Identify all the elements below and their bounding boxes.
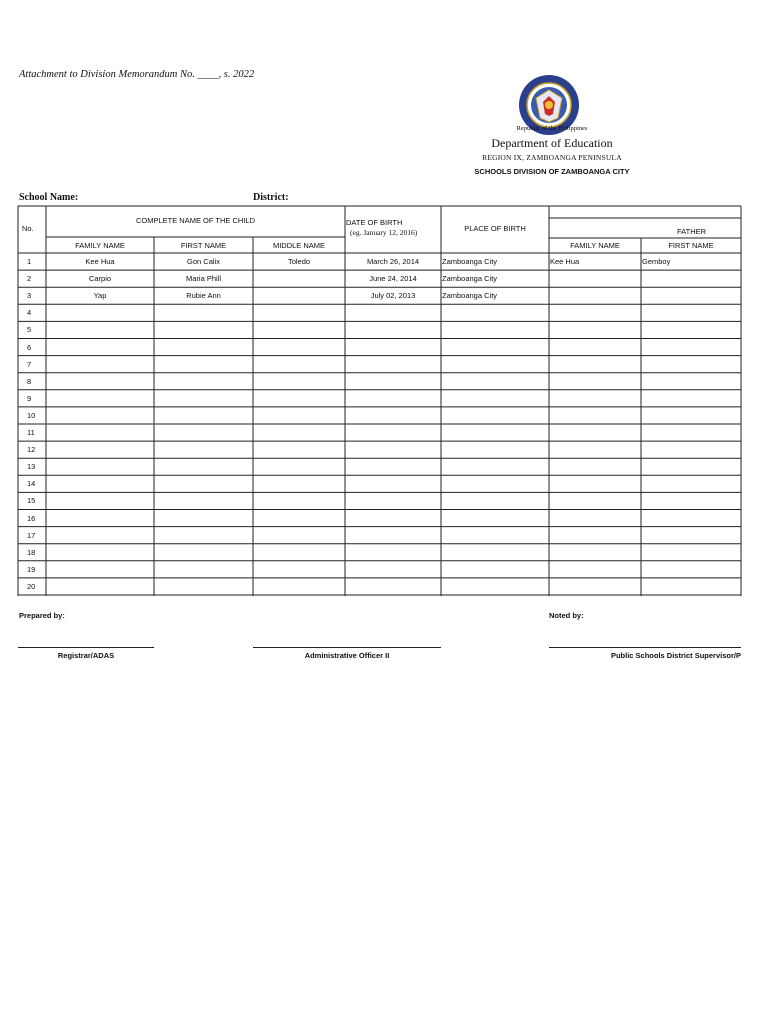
header-date-of-birth: DATE OF BIRTH (346, 218, 403, 227)
child-family-name: Carpio (88, 274, 112, 284)
registrar-label: Registrar/ADAS (57, 651, 115, 660)
father-family-name: Kee Hua (550, 257, 580, 266)
child-date-of-birth: June 24, 2014 (369, 274, 417, 284)
department-heading: Department of Education (491, 136, 613, 150)
row-number: 5 (27, 325, 32, 335)
prepared-by-label: Prepared by: (19, 611, 65, 620)
school-name-label: School Name: (19, 192, 79, 203)
child-place-of-birth: Zamboanga City (442, 291, 498, 301)
admin-officer-label: Administrative Officer II (304, 651, 390, 660)
child-family-name: Kee Hua (85, 257, 115, 266)
row-number: 18 (27, 547, 36, 557)
row-number: 3 (27, 291, 32, 301)
supervisor-signature-line (549, 647, 741, 648)
row-number: 20 (27, 581, 36, 591)
row-number: 15 (27, 496, 36, 506)
header-no: No. (22, 224, 34, 233)
header-dob-example: (eg. January 12, 2016) (350, 228, 418, 237)
row-number: 10 (27, 410, 36, 420)
child-place-of-birth: Zamboanga City (442, 274, 498, 284)
header-place-of-birth: PLACE OF BIRTH (464, 224, 526, 233)
row-number: 8 (27, 376, 32, 386)
child-family-name: Yap (93, 291, 107, 301)
row-number: 4 (27, 308, 32, 318)
row-number: 7 (27, 359, 32, 369)
header-first-name: FIRST NAME (180, 241, 227, 250)
admin-officer-signature-line (253, 647, 441, 648)
division-heading: SCHOOLS DIVISION OF ZAMBOANGA CITY (474, 167, 630, 176)
header-child-name: COMPLETE NAME OF THE CHILD (135, 216, 256, 225)
child-first-name: Maria Phill (185, 274, 221, 284)
district-label: District: (253, 192, 289, 203)
header-middle-name: MIDDLE NAME (272, 241, 326, 250)
header-father-first-name: FIRST NAME (668, 241, 714, 250)
row-number: 6 (27, 342, 32, 352)
region-heading: REGION IX, ZAMBOANGA PENINSULA (482, 153, 622, 162)
child-date-of-birth: July 02, 2013 (370, 291, 416, 301)
row-number: 12 (27, 445, 36, 455)
child-middle-name: Toledo (287, 257, 311, 266)
header-father: FATHER (677, 227, 707, 236)
row-number: 17 (27, 530, 36, 540)
row-number: 14 (27, 479, 36, 489)
row-number: 1 (27, 257, 32, 266)
header-father-family-name: FAMILY NAME (570, 241, 620, 250)
supervisor-label: Public Schools District Supervisor/P (610, 651, 741, 660)
noted-by-label: Noted by: (549, 611, 584, 620)
row-number: 2 (27, 274, 32, 284)
memo-reference: Attachment to Division Memorandum No. ____, s. 2022 (19, 69, 255, 80)
child-first-name: Rubie Ann (186, 291, 221, 301)
father-first-name: Gemboy (642, 257, 671, 266)
row-number: 13 (27, 462, 36, 472)
republic-heading: Republic of the Philippines (516, 125, 588, 132)
row-number: 9 (27, 393, 32, 403)
row-number: 16 (27, 513, 36, 523)
child-first-name: Gon Calix (187, 257, 220, 266)
child-date-of-birth: March 26, 2014 (366, 257, 420, 266)
row-number: 19 (27, 564, 36, 574)
header-family-name: FAMILY NAME (75, 241, 125, 250)
row-number: 11 (27, 428, 35, 437)
registrar-signature-line (18, 647, 154, 648)
child-place-of-birth: Zamboanga City (442, 257, 498, 266)
